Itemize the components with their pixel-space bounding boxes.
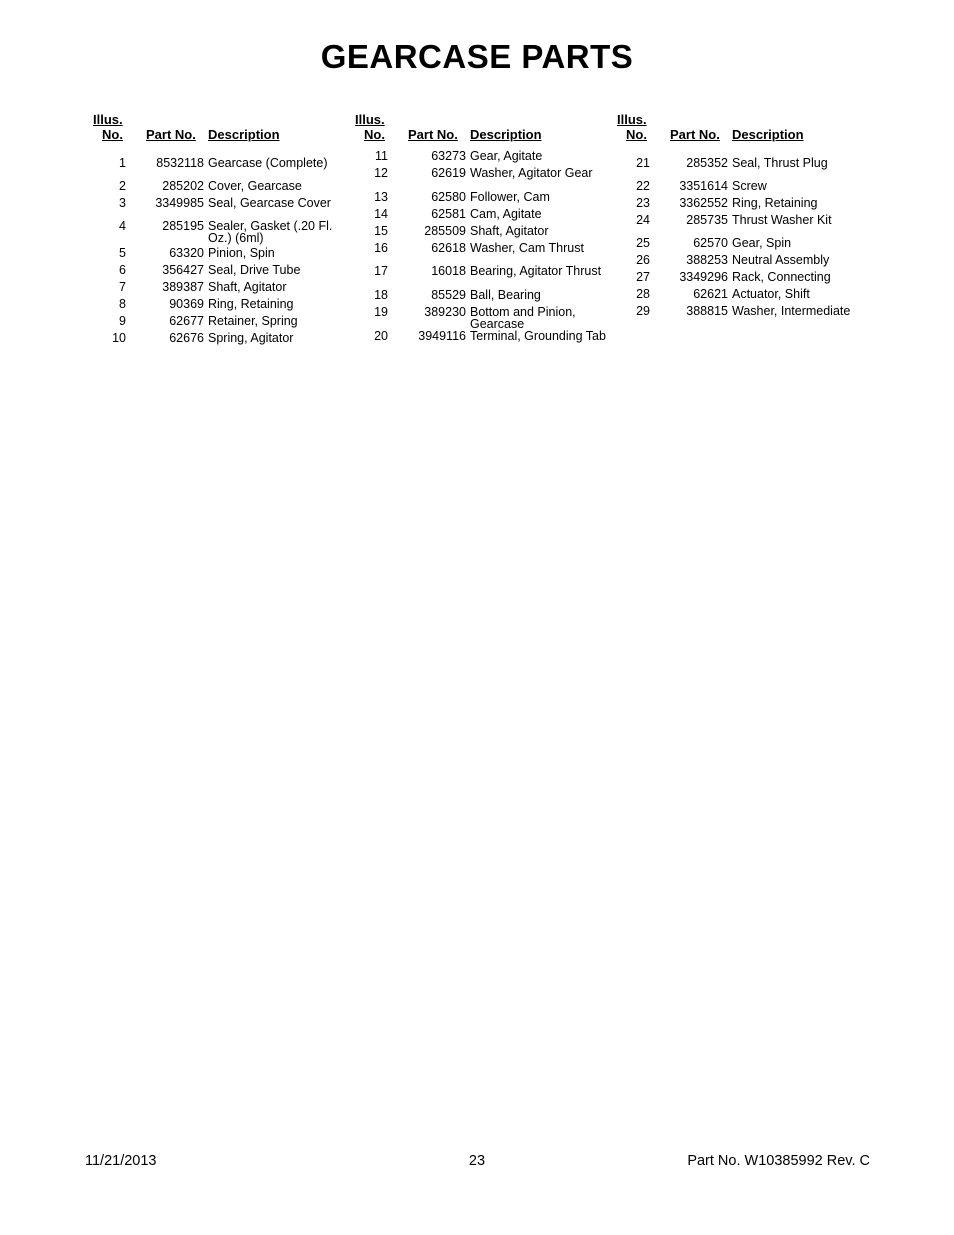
part-number: 62621 [693, 287, 728, 301]
illus-number: 15 [374, 224, 388, 238]
part-description: Gear, Agitate [470, 149, 543, 163]
part-description: Ball, Bearing [470, 288, 541, 302]
part-number: 285352 [686, 156, 728, 170]
part-number: 3349296 [679, 270, 728, 284]
column-header [84, 110, 354, 146]
part-number: 8532118 [156, 156, 204, 170]
part-description: Sealer, Gasket (.20 Fl. Oz.) (6ml) [208, 219, 333, 245]
part-number: 16018 [431, 264, 466, 278]
illus-number: 2 [119, 179, 126, 193]
part-description: Shaft, Agitator [208, 280, 287, 294]
part-number: 3949116 [418, 329, 466, 343]
part-description: Washer, Intermediate [732, 304, 851, 318]
part-description: Seal, Thrust Plug [732, 156, 828, 170]
part-description: Pinion, Spin [208, 246, 275, 260]
part-description: Seal, Drive Tube [208, 263, 301, 277]
header-part-no: Part No. [146, 127, 196, 142]
column-header [346, 110, 616, 146]
part-description: Washer, Agitator Gear [470, 166, 593, 180]
illus-number: 19 [374, 305, 388, 319]
illus-number: 14 [374, 207, 388, 221]
part-number: 389387 [162, 280, 204, 294]
part-description: Terminal, Grounding Tab [470, 329, 606, 343]
illus-number: 1 [119, 156, 126, 170]
part-number: 389230 [424, 305, 466, 319]
illus-number: 24 [636, 213, 650, 227]
illus-number: 22 [636, 179, 650, 193]
header-illus: Illus. [93, 112, 123, 127]
part-description: Spring, Agitator [208, 331, 294, 345]
part-description: Cover, Gearcase [208, 179, 302, 193]
part-description: Seal, Gearcase Cover [208, 196, 331, 210]
illus-number: 26 [636, 253, 650, 267]
part-description: Thrust Washer Kit [732, 213, 832, 227]
illus-number: 20 [374, 329, 388, 343]
illus-number: 18 [374, 288, 388, 302]
illus-number: 10 [112, 331, 126, 345]
part-description: Gearcase (Complete) [208, 156, 328, 170]
part-number: 63320 [169, 246, 204, 260]
illus-number: 25 [636, 236, 650, 250]
part-number: 285195 [162, 219, 204, 233]
footer-part-number: Part No. W10385992 Rev. C [687, 1153, 870, 1169]
part-description: Ring, Retaining [208, 297, 294, 311]
part-number: 285509 [424, 224, 466, 238]
illus-number: 29 [636, 304, 650, 318]
part-number: 62677 [169, 314, 204, 328]
part-description: Neutral Assembly [732, 253, 830, 267]
part-number: 285735 [686, 213, 728, 227]
page-title: GEARCASE PARTS [320, 38, 634, 75]
illus-number: 17 [374, 264, 388, 278]
illus-number: 5 [119, 246, 126, 260]
part-description: Bearing, Agitator Thrust [470, 264, 602, 278]
part-description: Shaft, Agitator [470, 224, 549, 238]
illus-number: 16 [374, 241, 388, 255]
footer-page-number: 23 [468, 1153, 486, 1169]
header-no: No. [102, 127, 123, 142]
illus-number: 6 [119, 263, 126, 277]
part-number: 3351614 [679, 179, 728, 193]
part-description: Bottom and Pinion, Gearcase [470, 305, 576, 331]
header-no: No. [626, 127, 647, 142]
illus-number: 27 [636, 270, 650, 284]
header-illus: Illus. [355, 112, 385, 127]
illus-number: 8 [119, 297, 126, 311]
part-number: 62618 [431, 241, 466, 255]
part-number: 3349985 [155, 196, 204, 210]
part-number: 62581 [431, 207, 466, 221]
part-description: Follower, Cam [470, 190, 550, 204]
part-number: 62580 [431, 190, 466, 204]
header-part-no: Part No. [670, 127, 720, 142]
illus-number: 21 [636, 156, 650, 170]
header-no: No. [364, 127, 385, 142]
part-number: 62676 [169, 331, 204, 345]
parts-column-3 [608, 110, 878, 318]
part-description: Cam, Agitate [470, 207, 542, 221]
illus-number: 28 [636, 287, 650, 301]
parts-column-2 [346, 110, 616, 343]
footer-date: 11/21/2013 [85, 1153, 157, 1169]
illus-number: 4 [119, 219, 126, 233]
part-number: 388815 [686, 304, 728, 318]
part-number: 62570 [693, 236, 728, 250]
part-number: 90369 [169, 297, 204, 311]
header-description: Description [208, 127, 280, 142]
header-description: Description [470, 127, 542, 142]
illus-number: 9 [119, 314, 126, 328]
part-description: Washer, Cam Thrust [470, 241, 584, 255]
part-number: 62619 [431, 166, 466, 180]
part-description: Retainer, Spring [208, 314, 298, 328]
illus-number: 3 [119, 196, 126, 210]
illus-number: 11 [375, 149, 388, 163]
column-header [608, 110, 878, 146]
part-number: 388253 [686, 253, 728, 267]
part-number: 285202 [162, 179, 204, 193]
illus-number: 13 [374, 190, 388, 204]
part-description: Ring, Retaining [732, 196, 818, 210]
header-part-no: Part No. [408, 127, 458, 142]
part-number: 3362552 [679, 196, 728, 210]
part-number: 63273 [431, 149, 466, 163]
part-description: Rack, Connecting [732, 270, 831, 284]
header-description: Description [732, 127, 804, 142]
header-illus: Illus. [617, 112, 647, 127]
illus-number: 23 [636, 196, 650, 210]
parts-column-1 [84, 110, 354, 345]
part-description: Actuator, Shift [732, 287, 810, 301]
part-number: 85529 [431, 288, 466, 302]
part-description: Gear, Spin [732, 236, 792, 250]
part-description: Screw [732, 179, 767, 193]
illus-number: 7 [119, 280, 126, 294]
part-number: 356427 [162, 263, 204, 277]
illus-number: 12 [374, 166, 388, 180]
